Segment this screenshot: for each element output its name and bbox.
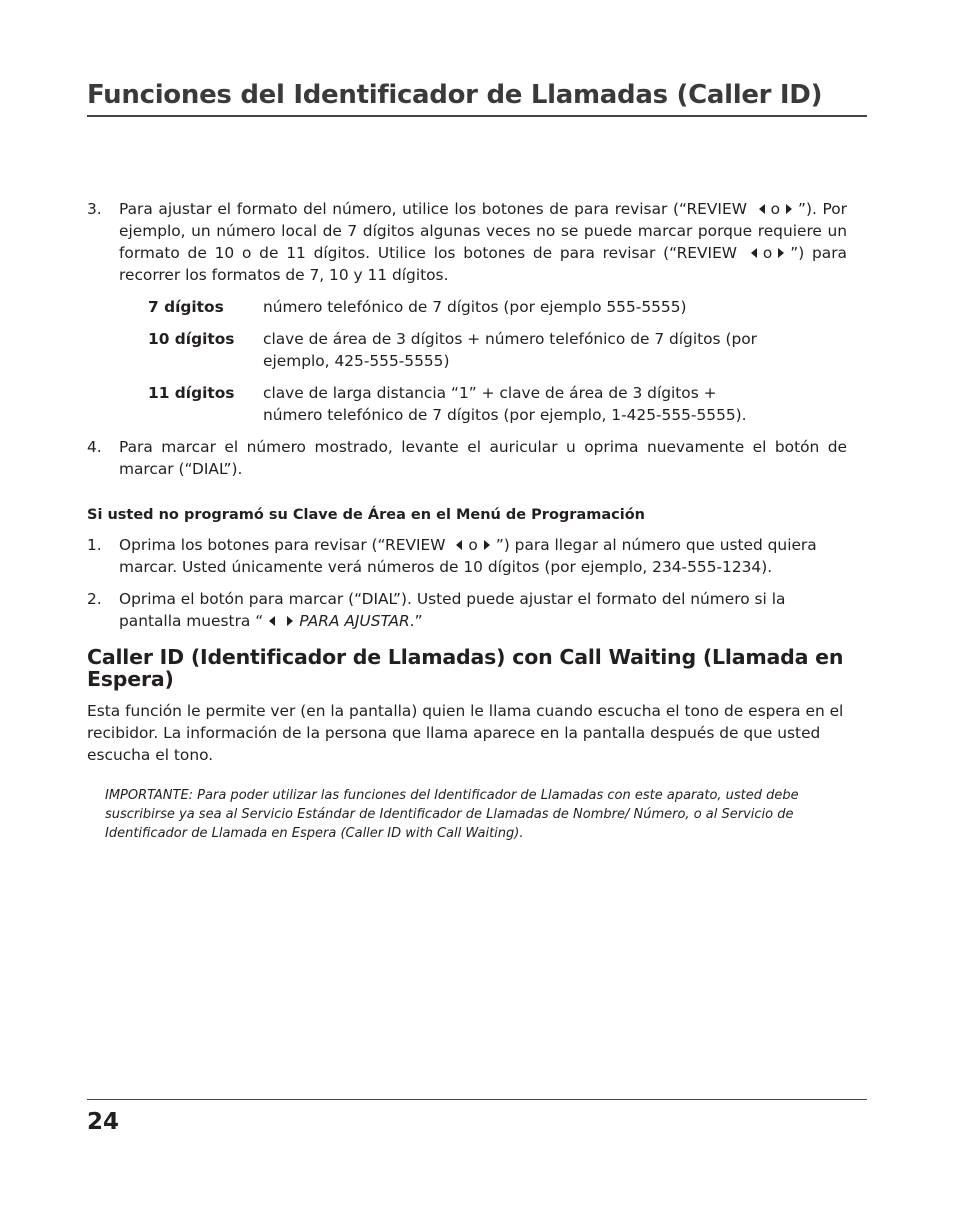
step-4: [87, 436, 847, 480]
format-table: [148, 296, 847, 426]
right-triangle-icon: [786, 204, 792, 214]
step-text: ”) para recorrer los formatos de 7, 10 y 11 dígitos.: [119, 244, 847, 284]
left-triangle-icon: [751, 248, 757, 258]
format-description: clave de área de 3 dígitos + número telefónico de 7 dígitos (por ejemplo, 425-555-5555): [263, 330, 757, 370]
step-text: Oprima los botones para revisar (“REVIEW: [119, 536, 446, 554]
step-text: Oprima el botón para marcar (“DIAL”). Usted puede ajustar el formato del número si la pantalla muestra “: [119, 590, 786, 630]
section-heading: Caller ID (Identificador de Llamadas) con Call Waiting (Llamada en Espera): [87, 645, 844, 691]
subsection-heading: Si usted no programó su Clave de Área en el Menú de Programación: [87, 507, 645, 523]
or-text: o: [762, 244, 773, 262]
important-note: IMPORTANTE: Para poder utilizar las funciones del Identificador de Llamadas con este aparato, usted debe suscribirse ya sea al Servicio Estándar de Identificador de Llamadas de Nombre/ Número, o al Servicio de Identificador de Llamada en Espera (Caller ID with Call Waiting).: [105, 788, 799, 841]
format-label: 11 dígitos: [148, 384, 235, 402]
format-label: 7 dígitos: [148, 298, 224, 316]
format-row: [148, 328, 847, 372]
step-text: Para ajustar el formato del número, utilice los botones de para revisar (“REVIEW: [119, 200, 747, 218]
left-triangle-icon: [759, 204, 765, 214]
main-content: [87, 198, 847, 843]
left-triangle-icon: [456, 540, 462, 550]
step-text: .”: [409, 612, 423, 630]
format-label: 10 dígitos: [148, 330, 235, 348]
page-title: Funciones del Identificador de Llamadas (Caller ID): [87, 80, 823, 110]
format-description: número telefónico de 7 dígitos (por ejemplo 555-5555): [263, 298, 687, 316]
step-3: [87, 198, 847, 286]
step-text: Para marcar el número mostrado, levante el auricular u oprima nuevamente el botón de marcar (“DIAL”).: [119, 438, 847, 478]
left-triangle-icon: [269, 616, 275, 626]
header-rule: [87, 115, 867, 117]
step-text: ”). Por ejemplo, un número local de 7 dígitos algunas veces no se puede marcar porque requiere un formato de 10 o de 11 dígitos. Utilice los botones de para revisar (“REVIEW: [119, 200, 847, 262]
step-number: 1.: [87, 536, 102, 554]
format-row: [148, 296, 847, 318]
step-italic-text: PARA AJUSTAR: [299, 612, 410, 630]
substep-1: [87, 534, 847, 578]
substep-2: [87, 588, 847, 632]
right-triangle-icon: [484, 540, 490, 550]
step-number: 4.: [87, 438, 102, 456]
right-triangle-icon: [778, 248, 784, 258]
page-number: 24: [87, 1109, 120, 1135]
or-text: o: [468, 536, 478, 554]
step-text: ”) para llegar al número que usted quiera marcar. Usted únicamente verá números de 10 dígitos (por ejemplo, 234-555-1234).: [119, 536, 817, 576]
right-triangle-icon: [287, 616, 293, 626]
footer-rule: [87, 1099, 867, 1100]
step-number: 2.: [87, 590, 102, 608]
format-row: [148, 382, 847, 426]
or-text: o: [770, 200, 780, 218]
format-description: clave de larga distancia “1” + clave de área de 3 dígitos + número telefónico de 7 dígitos (por ejemplo, 1-425-555-5555).: [263, 384, 747, 424]
section-paragraph: Esta función le permite ver (en la pantalla) quien le llama cuando escucha el tono de espera en el recibidor. La información de la persona que llama aparece en la pantalla después de que usted escucha el tono.: [87, 702, 844, 764]
step-number: 3.: [87, 200, 102, 218]
